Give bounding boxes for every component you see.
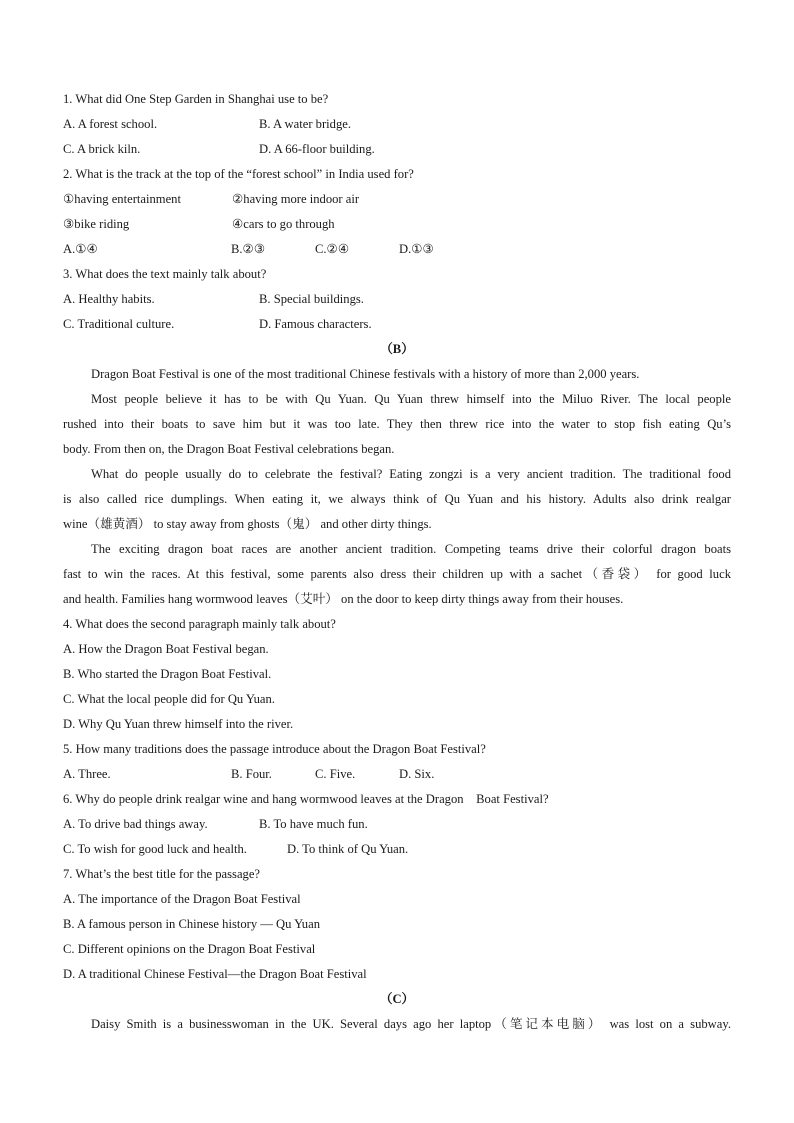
question-2-option-b: B.②③	[231, 242, 266, 256]
question-5-option-b: B. Four.	[231, 767, 272, 781]
section-c-heading: （C）	[379, 992, 415, 1006]
question-3-stem: 3. What does the text mainly talk about?	[63, 267, 267, 281]
question-7-option-d: D. A traditional Chinese Festival—the Dragon Boat Festival	[63, 967, 367, 981]
question-1-option-c: C. A brick kiln.	[63, 142, 141, 156]
question-3-options-row-1	[63, 287, 731, 312]
question-2-option-a: A.①④	[63, 242, 98, 256]
passage-b-line: What do people usually do to celebrate the festival? Eating zongzi is a very ancient tradition. The traditional food	[91, 467, 731, 481]
question-4-option-d: D. Why Qu Yuan threw himself into the river.	[63, 717, 294, 731]
question-6-stem: 6. Why do people drink realgar wine and hang wormwood leaves at the Dragon Boat Festival?	[63, 792, 549, 806]
question-4-option-a: A. How the Dragon Boat Festival began.	[63, 642, 269, 656]
question-3-option-d: D. Famous characters.	[259, 317, 372, 331]
question-1-options-row-1	[63, 112, 731, 137]
question-1-option-a: A. A forest school.	[63, 117, 158, 131]
question-1-stem: 1. What did One Step Garden in Shanghai use to be?	[63, 92, 329, 106]
question-2-items-row-1	[63, 187, 731, 212]
passage-b-line: and health. Families hang wormwood leaves（艾叶） on the door to keep dirty things away from their houses.	[63, 592, 624, 606]
question-6-option-a: A. To drive bad things away.	[63, 817, 208, 831]
passage-b-line: rushed into their boats to save him but it was too late. They then threw rice into the water to stop fish eating Qu’s	[63, 417, 731, 431]
question-1-option-d: D. A 66-floor building.	[259, 142, 375, 156]
question-5-option-c: C. Five.	[315, 767, 356, 781]
question-6-option-d: D. To think of Qu Yuan.	[287, 842, 409, 856]
passage-c-line: Daisy Smith is a businesswoman in the UK. Several days ago her laptop（笔记本电脑） was lost on a subway.	[91, 1017, 731, 1031]
question-2-item-1: ①having entertainment	[63, 192, 181, 206]
worksheet-page	[63, 87, 731, 1037]
question-6-option-b: B. To have much fun.	[259, 817, 368, 831]
question-5-option-d: D. Six.	[399, 767, 435, 781]
passage-b-line: fast to win the races. At this festival, some parents also dress their children up with a sachet（香袋） for good luck	[63, 567, 731, 581]
question-2-item-3: ③bike riding	[63, 217, 130, 231]
question-1-option-b: B. A water bridge.	[259, 117, 351, 131]
question-3-options-row-2	[63, 312, 731, 337]
question-2-item-4: ④cars to go through	[232, 217, 335, 231]
question-5-options	[63, 762, 731, 787]
question-7-option-b: B. A famous person in Chinese history — Qu Yuan	[63, 917, 320, 931]
question-7-option-a: A. The importance of the Dragon Boat Festival	[63, 892, 301, 906]
passage-b-line: The exciting dragon boat races are another ancient tradition. Competing teams drive their colorful dragon boats	[91, 542, 731, 556]
question-1-options-row-2	[63, 137, 731, 162]
question-4-option-c: C. What the local people did for Qu Yuan.	[63, 692, 275, 706]
question-7-option-c: C. Different opinions on the Dragon Boat Festival	[63, 942, 316, 956]
passage-b-line: Most people believe it has to be with Qu Yuan. Qu Yuan threw himself into the Miluo River. The local people	[91, 392, 731, 406]
question-2-stem: 2. What is the track at the top of the “forest school” in India used for?	[63, 167, 414, 181]
passage-b-line: is also called rice dumplings. When eating it, we always think of Qu Yuan and his history. Adults also drink realgar	[63, 492, 731, 506]
question-3-option-c: C. Traditional culture.	[63, 317, 175, 331]
question-4-option-b: B. Who started the Dragon Boat Festival.	[63, 667, 272, 681]
question-2-options	[63, 237, 731, 262]
question-7-stem: 7. What’s the best title for the passage?	[63, 867, 261, 881]
question-4-stem: 4. What does the second paragraph mainly talk about?	[63, 617, 336, 631]
question-2-item-2: ②having more indoor air	[232, 192, 360, 206]
section-b-heading: （B）	[380, 342, 414, 356]
question-5-stem: 5. How many traditions does the passage introduce about the Dragon Boat Festival?	[63, 742, 486, 756]
question-3-option-a: A. Healthy habits.	[63, 292, 155, 306]
question-6-options-row-1	[63, 812, 731, 837]
passage-b-line: body. From then on, the Dragon Boat Festival celebrations began.	[63, 442, 395, 456]
question-5-option-a: A. Three.	[63, 767, 111, 781]
question-2-items-row-2	[63, 212, 731, 237]
question-6-option-c: C. To wish for good luck and health.	[63, 842, 247, 856]
question-6-options-row-2	[63, 837, 731, 862]
question-2-option-c: C.②④	[315, 242, 350, 256]
question-3-option-b: B. Special buildings.	[259, 292, 364, 306]
passage-b-line: wine（雄黄酒） to stay away from ghosts（鬼） and other dirty things.	[63, 517, 432, 531]
passage-b-line: Dragon Boat Festival is one of the most traditional Chinese festivals with a history of more than 2,000 years.	[91, 367, 640, 381]
question-2-option-d: D.①③	[399, 242, 434, 256]
